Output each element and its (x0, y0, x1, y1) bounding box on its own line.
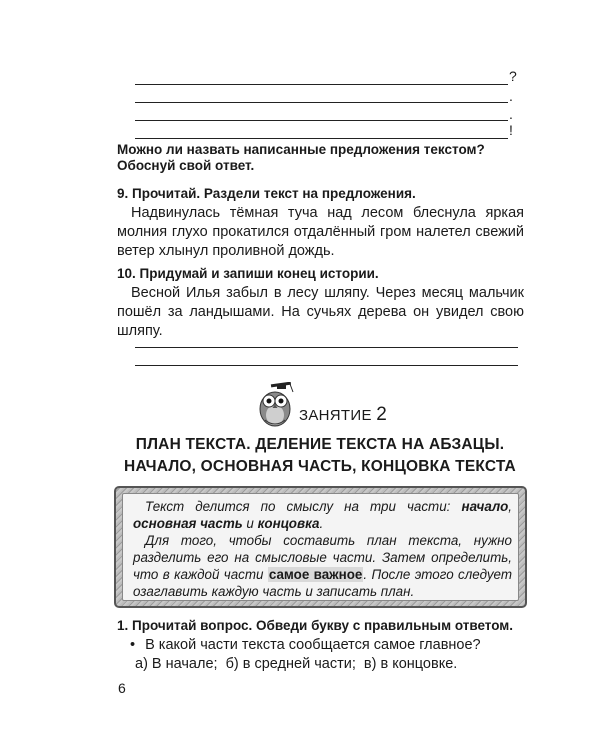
rule-p2-text-b: . После этого следует озаглавить каждую часть и записать план. (133, 567, 512, 599)
answer-line-2-punct: . (509, 88, 513, 104)
heading-line-1: ПЛАН ТЕКСТА. ДЕЛЕНИЕ ТЕКСТА НА АБЗАЦЫ. (135, 436, 505, 453)
page-number: 6 (118, 680, 126, 696)
answer-line-5[interactable] (135, 347, 518, 348)
rule-p2-text-a: Для того, чтобы составить план текста, нужно разделить его на смысловые части. Затем определить, что в каждой части (133, 533, 512, 582)
rule-term-beginning: начало (461, 499, 509, 514)
answer-line-3-punct: . (509, 106, 513, 122)
owl-icon (255, 382, 297, 428)
section-heading (100, 434, 540, 478)
exercise-1-question (130, 636, 530, 655)
lesson-number: 2 (376, 404, 388, 425)
rule-term-main: основная часть (133, 516, 243, 531)
answer-line-1-punct: ? (509, 68, 517, 84)
answer-line-2[interactable] (135, 102, 508, 103)
exercise-9-title: 9. Прочитай. Раздели текст на предложения. (117, 186, 416, 201)
answer-line-1[interactable] (135, 84, 508, 85)
exercise-1-question-text: В какой части текста сообщается самое главное? (145, 637, 481, 653)
exercise-10-body: Весной Илья забыл в лесу шляпу. Через месяц мальчик пошёл за ландышами. На сучьях дерева он увидел свою шляпу. (117, 285, 524, 339)
exercise-9-body: Надвинулась тёмная туча над лесом блеснула яркая молния глухо прокатился отдалённый гром налетел свежий ветер хлынул проливной дождь. (117, 205, 524, 259)
exercise-9-text (117, 204, 524, 261)
answer-line-4-punct: ! (509, 122, 513, 138)
rule-paragraph-1 (133, 498, 512, 532)
rule-p1-end: . (319, 516, 324, 531)
rule-term-ending: концовка (257, 516, 320, 531)
bullet: • (130, 637, 136, 653)
rule-p1-text: Текст делится по смыслу на три части: (145, 499, 451, 514)
exercise-10-text (117, 284, 524, 341)
answer-line-6[interactable] (135, 365, 518, 366)
question-text: Можно ли назвать написанные предложения текстом? Обоснуй свой ответ. (117, 142, 485, 173)
exercise-10-title: 10. Придумай и запиши конец истории. (117, 266, 379, 281)
rule-box-inner (122, 493, 519, 601)
lesson-label (299, 404, 387, 426)
rule-paragraph-2 (133, 532, 512, 600)
lesson-word: ЗАНЯТИЕ (299, 407, 372, 424)
exercise-1-title: 1. Прочитай вопрос. Обведи букву с правильным ответом. (117, 618, 514, 633)
answer-line-4[interactable] (135, 138, 508, 139)
answer-line-3[interactable] (135, 120, 508, 121)
heading-line-2: НАЧАЛО, ОСНОВНАЯ ЧАСТЬ, КОНЦОВКА ТЕКСТА (124, 458, 516, 475)
rule-p1-sep1: , (508, 499, 512, 514)
exercise-1-options[interactable]: а) В начале; б) в средней части; в) в концовке. (135, 656, 458, 672)
rule-term-important: самое важное (268, 567, 363, 582)
rule-box (114, 486, 527, 608)
rule-p1-sep2: и (246, 516, 254, 531)
